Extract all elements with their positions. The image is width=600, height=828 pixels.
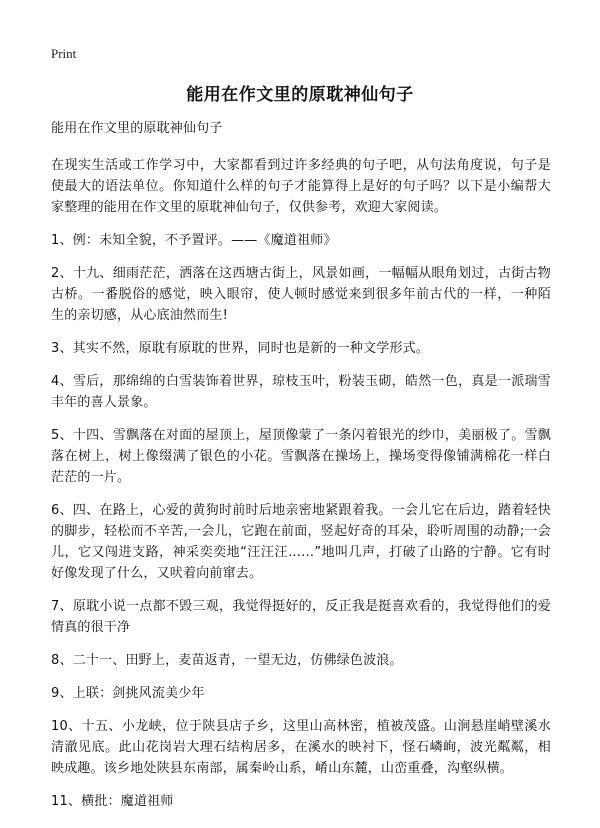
list-item: 6、四、在路上，心爱的黄狗时前时后地亲密地紧跟着我。一会儿它在后边，踏着轻快的脚步，轻松而不辛苦,一会儿，它跑在前面，竖起好奇的耳朵，聆听周围的动静;一会儿，它又闯进支路，神采奕奕地“汪汪汪……”地叫几声，打破了山路的宁静。它有时好像发现了什么，又吠着向前窜去。 <box>51 503 551 581</box>
list-item: 4、雪后，那绵绵的白雪装饰着世界，琼枝玉叶，粉装玉砌，皓然一色，真是一派瑞雪丰年的喜人景象。 <box>51 374 551 410</box>
list-item: 1、例：未知全貌，不予置评。——《魔道祖师》 <box>51 233 337 248</box>
list-item: 10、十五、小龙峡，位于陕县店子乡，这里山高林密，植被茂盛。山涧悬崖峭壁溪水清澈见底。此山花岗岩大理石结构居多，在溪水的映衬下，怪石嶙峋，波光粼粼，相映成趣。该乡地处陕县东南部，属秦岭山系，崤山东麓，山峦重叠，沟壑纵横。 <box>51 719 551 776</box>
document-body <box>51 118 551 824</box>
list-item: 2、十九、细雨茫茫，洒落在这西塘古街上，风景如画，一幅幅从眼角划过，古街古物古桥。一番脱俗的感觉，映入眼帘，使人顿时感觉来到很多年前古代的一样，一种陌生的亲切感，从心底油然而生! <box>51 266 551 323</box>
list-item: 5、十四、雪飘落在对面的屋顶上，屋顶像蒙了一条闪着银光的纱巾，美丽极了。雪飘落在树上，树上像缀满了银色的小花。雪飘落在操场上，操场变得像铺满棉花一样白茫茫的一片。 <box>51 428 551 485</box>
list-item: 9、上联：剑挑风流美少年 <box>51 686 205 701</box>
intro-paragraph: 在现实生活或工作学习中，大家都看到过许多经典的句子吧，从句法角度说，句子是使最大的语法单位。你知道什么样的句子才能算得上是好的句子吗？以下是小编帮大家整理的能用在作文里的原耽神仙句子，仅供参考，欢迎大家阅读。 <box>51 158 551 215</box>
list-item: 7、原耽小说一点都不毁三观，我觉得挺好的，反正我是挺喜欢看的，我觉得他们的爱情真的很干净 <box>51 599 551 635</box>
list-item: 11、横批：魔道祖师 <box>51 794 174 809</box>
print-link[interactable]: Print <box>51 46 77 61</box>
list-item: 8、二十一、田野上，麦苗返青，一望无边，仿佛绿色波浪。 <box>51 653 403 668</box>
page-title: 能用在作文里的原耽神仙句子 <box>186 85 414 105</box>
list-item: 3、其实不然，原耽有原耽的世界，同时也是新的一种文学形式。 <box>51 341 430 356</box>
document-subtitle: 能用在作文里的原耽神仙句子 <box>51 121 223 136</box>
